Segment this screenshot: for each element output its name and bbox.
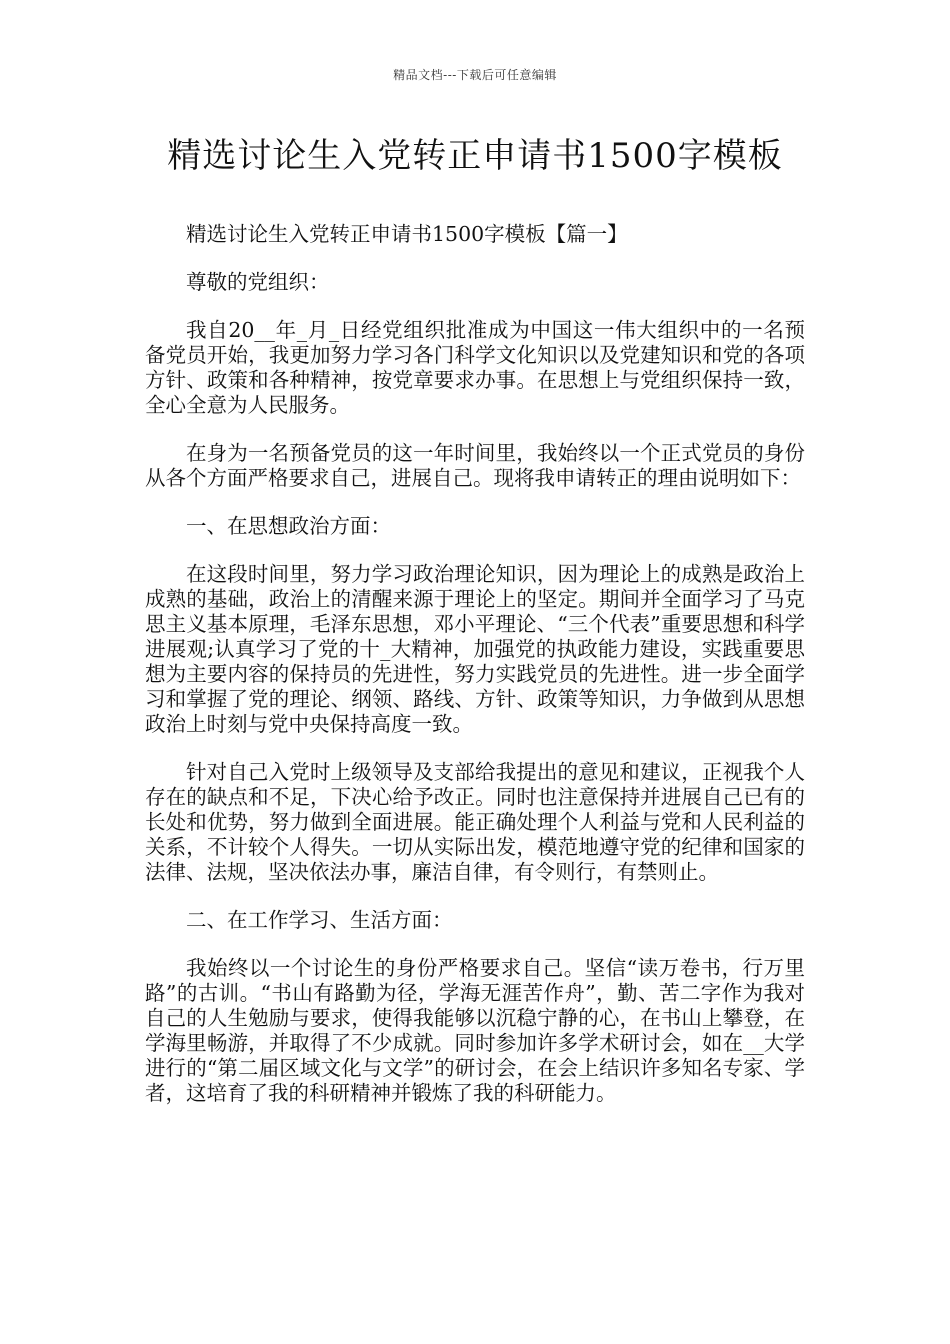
section-subtitle: 精选讨论生入党转正申请书1500字模板【篇一】 [186,222,628,246]
paragraph: 在这段时间里，努力学习政治理论知识，因为理论上的成熟是政治上成熟的基础，政治上的清醒来源于理论上的坚定。期间并全面学习了马克思主义基本原理，毛泽东思想，邓小平理论、“三个代表”重要思想和科学进展观;认真学习了党的十_大精神，加强党的执政能力建设，实践重要思想为主要内容的保持员的先进性，努力实践党员的先进性。进一步全面学习和掌握了党的理论、纲领、路线、方针、政策等知识，力争做到从思想政治上时刻与党中央保持高度一致。 [145,562,805,736]
paragraph: 我始终以一个讨论生的身份严格要求自己。坚信“读万卷书，行万里路”的古训。“书山有路勤为径，学海无涯苦作舟”，勤、苦二字作为我对自己的人生勉励与要求，使得我能够以沉稳宁静的心，在书山上攀登，在学海里畅游，并取得了不少成就。同时参加许多学术研讨会，如在__大学进行的“第二届区域文化与文学”的研讨会，在会上结识许多知名专家、学者，这培育了我的科研精神并锻炼了我的科研能力。 [145,956,805,1105]
section-heading: 二、在工作学习、生活方面： [186,908,453,932]
paragraph: 我自20__年_月_日经党组织批准成为中国这一伟大组织中的一名预备党员开始，我更加努力学习各门科学文化知识以及党建知识和党的各项方针、政策和各种精神，按党章要求办事。在思想上与党组织保持一致，全心全意为人民服务。 [145,318,805,417]
paragraph: 在身为一名预备党员的这一年时间里，我始终以一个正式党员的身份从各个方面严格要求自己，进展自己。现将我申请转正的理由说明如下： [145,441,805,490]
salutation: 尊敬的党组织： [186,270,330,294]
document-body [145,222,805,1129]
header-note: 精品文档---下载后可任意编辑 [393,68,557,82]
document-title: 精选讨论生入党转正申请书1500字模板 [167,136,783,176]
section-heading: 一、在思想政治方面： [186,514,391,538]
paragraph: 针对自己入党时上级领导及支部给我提出的意见和建议，正视我个人存在的缺点和不足，下决心给予改正。同时也注意保持并进展自己已有的长处和优势，努力做到全面进展。能正确处理个人利益与党和人民利益的关系，不计较个人得失。一切从实际出发，模范地遵守党的纪律和国家的法律、法规，坚决依法办事，廉洁自律，有令则行，有禁则止。 [145,760,805,884]
